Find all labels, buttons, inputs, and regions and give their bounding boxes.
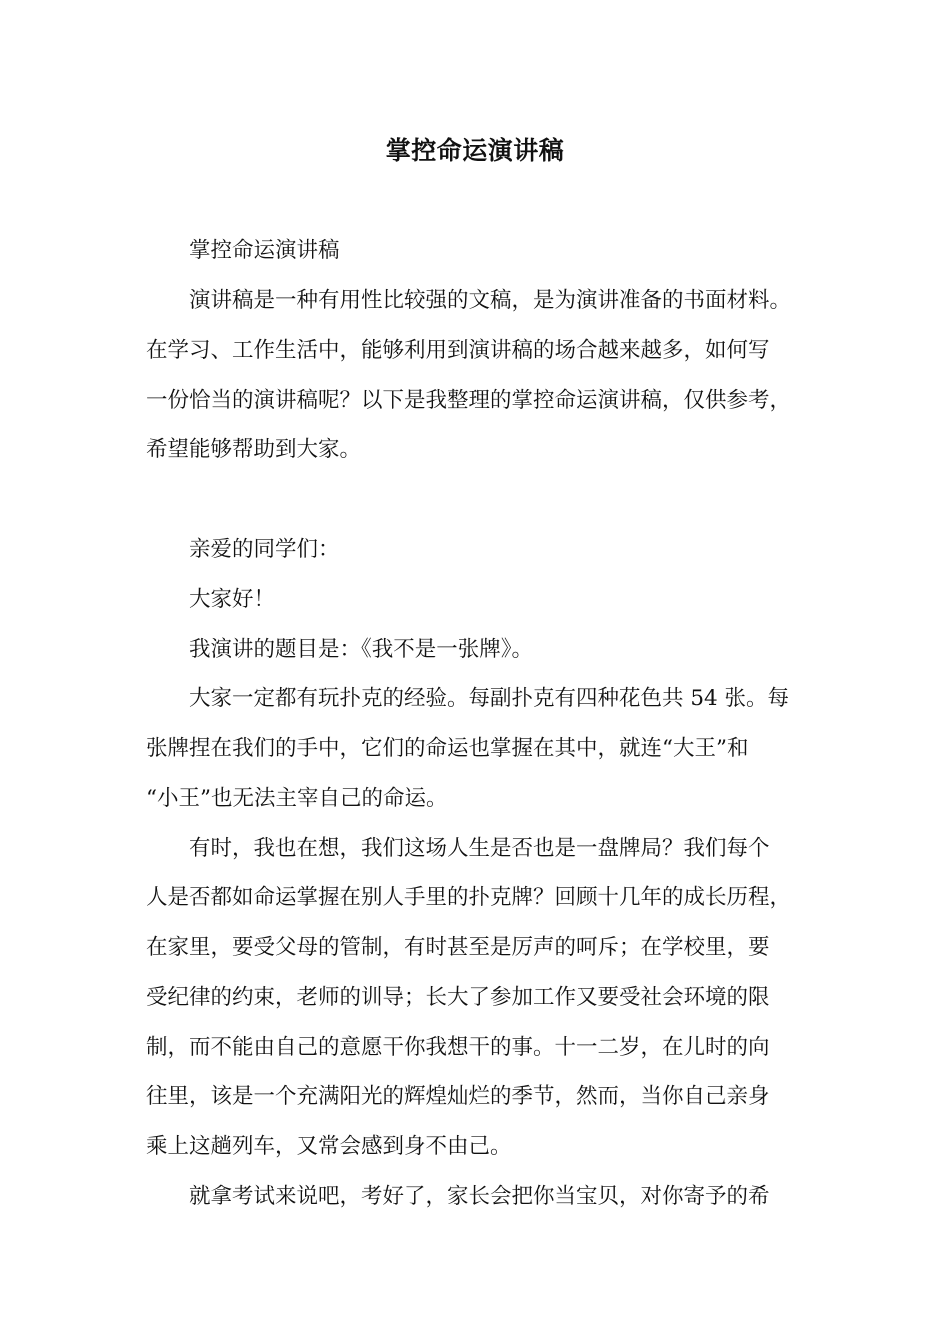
paragraph-line: 有时，我也在想，我们这场人生是否也是一盘牌局？我们每个 xyxy=(189,836,770,861)
paragraph-line: 演讲稿是一种有用性比较强的文稿，是为演讲准备的书面材料。 xyxy=(189,288,792,313)
paragraph-line: 希望能够帮助到大家。 xyxy=(146,437,362,462)
paragraph-heading: 掌控命运演讲稿 xyxy=(189,238,340,263)
paragraph-line: 一份恰当的演讲稿呢？以下是我整理的掌控命运演讲稿，仅供参考， xyxy=(146,388,792,413)
paragraph-line: 大家一定都有玩扑克的经验。每副扑克有四种花色共 54 张。每 xyxy=(189,686,790,711)
paragraph-line: 往里，该是一个充满阳光的辉煌灿烂的季节，然而，当你自己亲身 xyxy=(146,1084,770,1109)
paragraph-line: 我演讲的题目是：《我不是一张牌》。 xyxy=(189,637,534,662)
paragraph-line: 亲爱的同学们： xyxy=(189,537,340,562)
paragraph-line: 乘上这趟列车，又常会感到身不由己。 xyxy=(146,1134,512,1159)
paragraph-line: 张牌捏在我们的手中，它们的命运也掌握在其中，就连“大王”和 xyxy=(146,736,749,761)
paragraph-line: 人是否都如命运掌握在别人手里的扑克牌？回顾十几年的成长历程， xyxy=(146,885,792,910)
document-title: 掌控命运演讲稿 xyxy=(385,136,565,165)
paragraph-line: 在家里，要受父母的管制，有时甚至是厉声的呵斥；在学校里，要 xyxy=(146,935,770,960)
paragraph-line: 受纪律的约束，老师的训导；长大了参加工作又要受社会环境的限 xyxy=(146,985,770,1010)
paragraph-line: 在学习、工作生活中，能够利用到演讲稿的场合越来越多，如何写 xyxy=(146,338,770,363)
paragraph-line: “小王”也无法主宰自己的命运。 xyxy=(146,786,448,811)
paragraph-line: 就拿考试来说吧，考好了，家长会把你当宝贝，对你寄予的希 xyxy=(189,1184,770,1209)
paragraph-line: 大家好！ xyxy=(189,587,276,612)
paragraph-line: 制，而不能由自己的意愿干你我想干的事。十一二岁，在儿时的向 xyxy=(146,1035,770,1060)
